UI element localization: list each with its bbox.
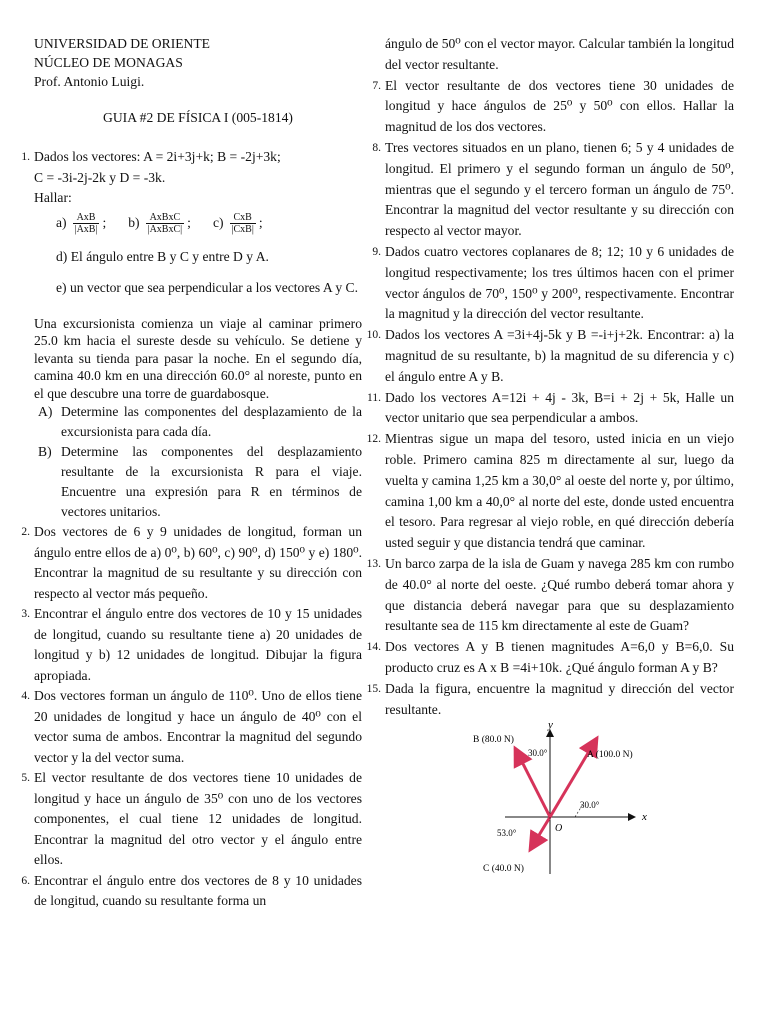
vector-A-label: A (100.0 N)	[587, 750, 633, 761]
problem-number: 10.	[366, 329, 381, 342]
problem-5	[21, 768, 362, 871]
problem-number: 14.	[366, 641, 381, 654]
fraction-c-suffix: ;	[258, 215, 263, 230]
angle-B-label: 30.0°	[528, 748, 548, 759]
problem-number: 11.	[367, 391, 381, 404]
problem-3	[21, 604, 362, 686]
problem-14	[366, 637, 734, 679]
part-b-text: Determine las componentes del desplazamiento resultante de la excursionista R para el viaje. Encuentre una expresión para R en términos de vectores unitarios.	[61, 444, 362, 519]
sub-b-label: b)	[128, 215, 140, 230]
fraction-b-suffix: ;	[187, 215, 191, 230]
problem-1-hallar: Hallar:	[34, 190, 72, 205]
problem-text: Encontrar el ángulo entre dos vectores de 10 y 15 unidades de longitud, cuando su resultante tiene a) 20 unidades de longitud y b) 12 unidades de longitud. Dibujar la figura apropiada.	[34, 606, 362, 683]
y-axis-label: y	[548, 719, 553, 732]
problem-text: Dada la figura, encuentre la magnitud y dirección del vector resultante.	[385, 680, 734, 717]
fraction-a-suffix: ;	[102, 215, 107, 230]
problem-6-continued	[385, 34, 734, 76]
problem-6	[21, 871, 362, 912]
problem-1-fractions	[56, 212, 362, 235]
problem-text: ángulo de 50⁰ con el vector mayor. Calcular también la longitud del vector resultante.	[385, 36, 734, 72]
document-title: GUIA #2 DE FÍSICA I (005-1814)	[103, 110, 293, 125]
sub-a-label: a)	[56, 215, 67, 230]
fraction-a	[73, 212, 100, 235]
fraction-b-numerator: AxBxC	[149, 211, 181, 223]
vector-B	[515, 748, 550, 817]
university-name: UNIVERSIDAD DE ORIENTE	[34, 36, 210, 51]
problem-15	[366, 679, 734, 721]
problem-10	[366, 325, 734, 387]
problem-number: 9.	[372, 245, 381, 258]
angle-C-label: 53.0°	[497, 828, 517, 839]
problem-7	[372, 76, 734, 138]
problem-number: 15.	[366, 682, 381, 695]
problem-number: 5.	[21, 772, 30, 784]
angle-A-label: 30.0°	[580, 800, 600, 811]
nucleus-name: NÚCLEO DE MONAGAS	[34, 55, 183, 70]
vector-C-label: C (40.0 N)	[483, 864, 524, 875]
problem-text: El vector resultante de dos vectores tiene 30 unidades de longitud y hace ángulos de 25⁰ y 50⁰ con ellos. Hallar la magnitud de los dos vectores.	[385, 77, 734, 135]
fraction-a-numerator: AxB	[76, 211, 96, 223]
problem-text: Dados los vectores A =3i+4j-5k y B =-i+j+2k. Encontrar: a) la magnitud de su resultante, b) la magnitud de su diferencia y c) el ángulo entre A y B.	[385, 327, 734, 384]
problem-number: 1.	[21, 151, 30, 163]
problem-text: Encontrar el ángulo entre dos vectores de 8 y 10 unidades de longitud, cuando su resultante forma un	[34, 872, 362, 908]
vector-figure	[473, 719, 725, 884]
problem-13	[366, 554, 734, 637]
problem-1	[21, 147, 362, 209]
fraction-a-denominator: |AxB|	[74, 223, 98, 235]
problem-number: 2.	[21, 526, 30, 538]
vector-B-label: B (80.0 N)	[473, 735, 514, 746]
problem-text: El vector resultante de dos vectores tiene 10 unidades de longitud y hace un ángulo de 35⁰ con uno de los vectores componentes, el cual tiene 12 unidades de longitud. Encontrar la magnitud del otro vector y el ángulo entre ellos.	[34, 770, 362, 867]
professor-name: Prof. Antonio Luigi.	[34, 74, 145, 89]
problem-text: Dado los vectores A=12i + 4j - 3k, B=i + 2j + 5k, Halle un vector unitario que sea perpendicular a ambos.	[385, 389, 734, 426]
part-b-label: B)	[38, 444, 52, 459]
problem-text: Dados cuatro vectores coplanares de 8; 12; 10 y 6 unidades de longitud respectivamente; los tres últimos hacen con el primer vector ángulos de 70⁰, 150⁰ y 200⁰, respectivamente. Encontrar la magnitud y la dirección del vector resultante.	[385, 243, 734, 322]
problem-text: Mientras sigue un mapa del tesoro, usted inicia en un viejo roble. Primero camina 825 m directamente al sur, luego da vuelta y camina 1,25 km a 30,0° al oeste del norte y, por último, camina 1,00 km a 40,0° al norte del este, donde usted encuentra el tesoro. Para regresar al viejo roble, en qué dirección debería usted seguir y que distancia tendrá que caminar.	[385, 431, 734, 551]
problem-1-sub-d: d) El ángulo entre B y C y entre D y A.	[56, 248, 269, 264]
problem-number: 6.	[21, 874, 30, 887]
excursion-part-b	[34, 442, 362, 522]
problem-4	[21, 686, 362, 768]
problem-9	[372, 242, 734, 325]
problem-8	[372, 138, 734, 242]
problem-1-sub-e: e) un vector que sea perpendicular a los vectores A y C.	[56, 279, 358, 295]
problem-text: Dos vectores A y B tienen magnitudes A=6,0 y B=6,0. Su producto cruz es A x B =4i+10k. ¿Qué ángulo forman A y B?	[385, 639, 734, 675]
problem-text: Dos vectores forman un ángulo de 110⁰. Uno de ellos tiene 20 unidades de longitud y hace un ángulo de 40⁰ con el vector suma de ambos. Encontrar la magnitud del segundo vector y la del vector suma.	[34, 688, 362, 765]
fraction-b	[146, 212, 185, 235]
problem-12	[366, 429, 734, 554]
problem-number: 8.	[372, 141, 381, 154]
origin-label: O	[555, 823, 563, 835]
problem-number: 7.	[372, 79, 381, 92]
problem-1-line1: Dados los vectores: A = 2i+3j+k; B = -2j+3k;	[34, 149, 281, 164]
excursion-part-a	[34, 402, 362, 442]
problem-number: 13.	[366, 557, 381, 570]
vector-C	[530, 817, 550, 850]
fraction-b-denominator: |AxBxC|	[147, 223, 183, 235]
x-axis-label: x	[642, 811, 647, 824]
sub-c-label: c)	[212, 215, 224, 230]
fraction-c-denominator: |CxB|	[231, 223, 254, 235]
part-a-label: A)	[38, 404, 53, 419]
fraction-c	[230, 212, 256, 235]
problem-11	[367, 388, 734, 430]
left-column	[21, 34, 362, 912]
problem-2	[21, 522, 362, 604]
problem-1-line2: C = -3i-2j-2k y D = -3k.	[34, 169, 166, 185]
problem-text: Dos vectores de 6 y 9 unidades de longitud, forman un ángulo entre ellos de a) 0⁰, b) 60⁰, c) 90⁰, d) 150⁰ y e) 180⁰. Encontrar la magnitud de su resultante y su dirección con respecto al vector más pequeño.	[34, 524, 362, 601]
problem-number: 12.	[366, 433, 381, 446]
excursion-problem: Una excursionista comienza un viaje al caminar primero 25.0 km hacia el sureste desde su vehículo. Se detiene y levanta su tienda para pasar la noche. En el segundo día, camina 40.0 km en una dirección 60.0° al noreste, punto en el que descubre una torre de guardabosque.	[34, 315, 362, 401]
problem-text: Tres vectores situados en un plano, tienen 6; 5 y 4 unidades de longitud. El primero y el segundo forman un ángulo de 50⁰, mientras que el segundo y el tercero forman un ángulo de 75⁰. Encontrar la magnitud del vector resultante y su dirección con respecto al vector mayor.	[385, 139, 734, 239]
right-column	[366, 34, 734, 884]
problem-text: Un barco zarpa de la isla de Guam y navega 285 km con rumbo de 40.0° al norte del oeste. ¿Qué rumbo deberá tomar ahora y que distancia deberá navegar para que su desplazamiento resultante sea de 115 km directamente al este de Guam?	[385, 555, 734, 634]
fraction-c-numerator: CxB	[233, 211, 252, 223]
part-a-text: Determine las componentes del desplazamiento de la excursionista para cada día.	[61, 404, 362, 439]
problem-number: 4.	[21, 690, 30, 702]
problem-number: 3.	[21, 608, 30, 620]
